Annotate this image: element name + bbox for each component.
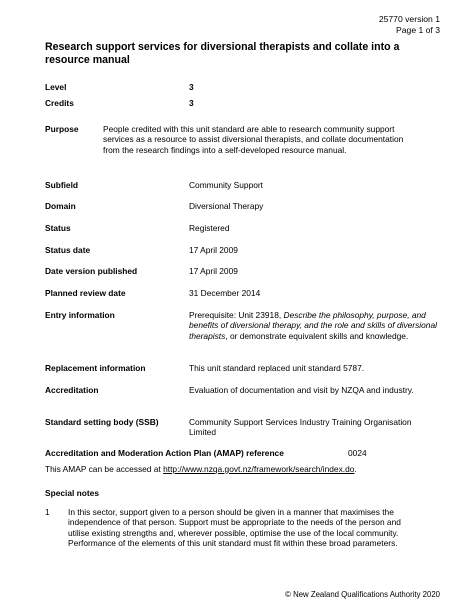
special-notes-heading: Special notes — [45, 488, 99, 498]
date-version-published-label: Date version published — [45, 266, 138, 276]
credits-label: Credits — [45, 98, 74, 108]
entry-prefix: Prerequisite: Unit 23918, — [189, 310, 284, 320]
status-value: Registered — [189, 223, 230, 233]
unit-standard-title: Research support services for diversional therapists and collate into a resource manual — [45, 41, 400, 66]
special-note-text: In this sector, support given to a person should be given in a manner that maximises the independence of that person. Support must be appropriate to the needs of the person and utilise existing strengths and, wherever possible, optimise the use of the local community. Performance of the elements of this unit standard must fit within these broad parameters. — [68, 507, 401, 549]
replacement-information-label: Replacement information — [45, 363, 146, 373]
version-label: 25770 version 1 — [378, 14, 440, 24]
level-value: 3 — [189, 82, 194, 92]
domain-label: Domain — [45, 201, 76, 211]
status-date-label: Status date — [45, 245, 91, 255]
purpose-label: Purpose — [45, 124, 79, 134]
planned-review-date-label: Planned review date — [45, 288, 126, 298]
subfield-value: Community Support — [189, 180, 264, 190]
ssb-value: Community Support Services Industry Training Organisation Limited — [189, 417, 412, 438]
date-version-published-value: 17 April 2009 — [189, 266, 238, 276]
credits-value: 3 — [189, 98, 194, 108]
entry-information-label: Entry information — [45, 310, 115, 320]
special-note-number: 1 — [45, 507, 50, 517]
amap-access-suffix: . — [354, 464, 357, 474]
entry-prerequisite-title: Describe the philosophy, purpose, and benefits of diversional therapy, and the role and skills of diversional therapists — [189, 310, 437, 341]
amap-access-line — [45, 464, 357, 474]
ssb-label: Standard setting body (SSB) — [45, 417, 159, 427]
page-number: Page 1 of 3 — [396, 25, 440, 35]
amap-link[interactable]: http://www.nzqa.govt.nz/framework/search/index.do — [163, 464, 355, 474]
accreditation-label: Accreditation — [45, 385, 99, 395]
copyright-footer: © New Zealand Qualifications Authority 2020 — [285, 590, 440, 599]
planned-review-date-value: 31 December 2014 — [189, 288, 261, 298]
purpose-text: People credited with this unit standard are able to research community support services as a resource to assist diversional therapists, and collate documentation from the research findings into a self-developed resource manual. — [103, 124, 404, 155]
amap-reference-label: Accreditation and Moderation Action Plan (AMAP) reference — [45, 448, 284, 458]
status-label: Status — [45, 223, 71, 233]
amap-access-prefix: This AMAP can be accessed at — [45, 464, 164, 474]
accreditation-value: Evaluation of documentation and visit by NZQA and industry. — [189, 385, 414, 395]
domain-value: Diversional Therapy — [189, 201, 264, 211]
entry-suffix: , or demonstrate equivalent skills and knowledge. — [225, 330, 409, 341]
level-label: Level — [45, 82, 67, 92]
status-date-value: 17 April 2009 — [189, 245, 238, 255]
replacement-information-value: This unit standard replaced unit standard 5787. — [189, 363, 365, 373]
amap-reference-code: 0024 — [348, 448, 367, 458]
subfield-label: Subfield — [45, 180, 79, 190]
entry-information-value — [189, 310, 439, 341]
page-header — [379, 14, 440, 36]
